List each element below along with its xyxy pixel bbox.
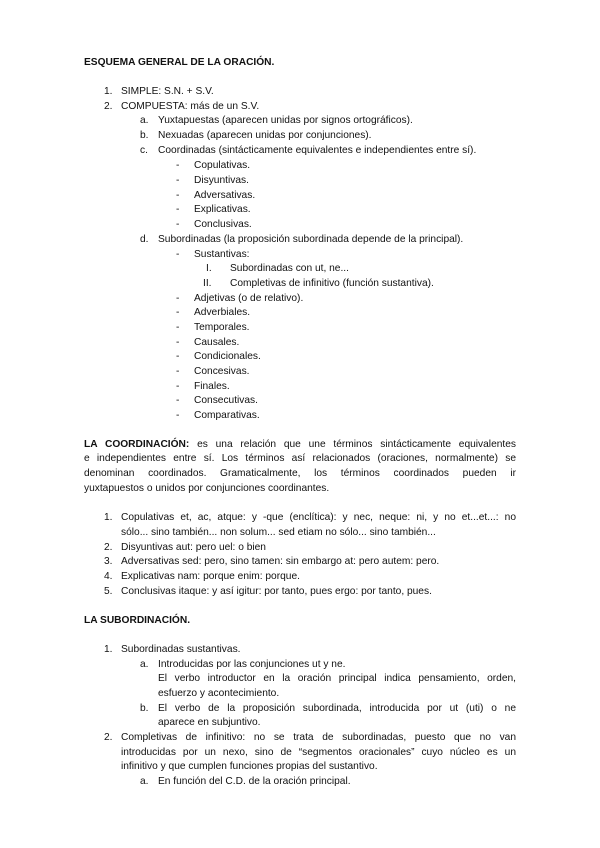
list-item-condicionales: Condicionales.: [194, 351, 261, 362]
list-number: 3.: [104, 556, 113, 567]
list-item-comparativas: Comparativas.: [194, 410, 260, 421]
list-dash: -: [176, 293, 180, 304]
list-item-copulativas: Copulativas.: [194, 160, 251, 171]
list-dash: -: [176, 381, 180, 392]
list-item-introducidas: Introducidas por las conjunciones ut y ne.: [158, 659, 346, 670]
list-number: 2.: [104, 542, 113, 553]
list-dash: -: [176, 160, 180, 171]
list-item-copulativas-latin-cont: sólo... sino también... non solum... sed etiam no sólo... sino también...: [121, 527, 436, 538]
list-letter: c.: [140, 145, 148, 156]
list-item-copulativas-latin: Copulativas et, ac, atque: y -que (enclítica): y nec, neque: ni, y no et...et...: no: [121, 512, 516, 523]
list-item-sust-completivas: Completivas de infinitivo (función sustantiva).: [230, 278, 434, 289]
list-item-adverbiales: Adverbiales.: [194, 307, 251, 318]
list-item-text: esfuerzo y acontecimiento.: [158, 688, 280, 699]
list-dash: -: [176, 322, 180, 333]
list-dash: -: [176, 219, 180, 230]
list-item-temporales: Temporales.: [194, 322, 250, 333]
list-item-adversativas: Adversativas.: [194, 190, 256, 201]
list-number: 1.: [104, 512, 113, 523]
coordinacion-paragraph-line: [84, 438, 516, 452]
list-item-simple: SIMPLE: S.N. + S.V.: [121, 86, 214, 97]
list-dash: -: [176, 351, 180, 362]
list-letter: a.: [140, 776, 149, 787]
list-item-text: introducidas por un nexo, sino de “segmentos oracionales” cuyo núcleo es un: [121, 747, 516, 758]
list-roman: I.: [206, 263, 212, 274]
list-item-adjetivas: Adjetivas (o de relativo).: [194, 293, 304, 304]
list-item-consecutivas: Consecutivas.: [194, 395, 258, 406]
list-item-verbo-subordinada: El verbo de la proposición subordinada, introducida por ut (uti) o ne: [158, 703, 516, 714]
list-number: 1.: [104, 86, 113, 97]
list-item-disyuntivas-latin: Disyuntivas aut: pero uel: o bien: [121, 542, 266, 553]
list-letter: a.: [140, 659, 149, 670]
list-dash: -: [176, 249, 180, 260]
list-item-sustantivas: Sustantivas:: [194, 249, 250, 260]
list-item-adversativas-latin: Adversativas sed: pero, sino tamen: sin embargo at: pero autem: pero.: [121, 556, 440, 567]
list-item-causales: Causales.: [194, 337, 240, 348]
coordinacion-text: es una relación que une términos sintácticamente equivalentes: [197, 439, 516, 450]
section-title-subordinacion: LA SUBORDINACIÓN.: [84, 615, 191, 626]
coordinacion-paragraph-line: e independientes entre sí. Los términos así relacionados (oraciones, normalmente) se: [84, 453, 516, 464]
list-number: 4.: [104, 571, 113, 582]
list-item-completivas: Completivas de infinitivo: no se trata de subordinadas, puesto que no van: [121, 732, 516, 743]
list-letter: a.: [140, 115, 149, 126]
list-item-conclusivas: Conclusivas.: [194, 219, 252, 230]
list-dash: -: [176, 366, 180, 377]
coordinacion-title: LA COORDINACIÓN:: [84, 439, 190, 450]
list-number: 2.: [104, 101, 113, 112]
list-item-concesivas: Concesivas.: [194, 366, 250, 377]
list-letter: b.: [140, 130, 149, 141]
list-dash: -: [176, 307, 180, 318]
coordinacion-paragraph-line: yuxtapuestos o unidos por conjunciones coordinantes.: [84, 483, 330, 494]
list-item-explicativas-latin: Explicativas nam: porque enim: porque.: [121, 571, 300, 582]
list-item-nexuadas: Nexuadas (aparecen unidas por conjunciones).: [158, 130, 372, 141]
list-item-text: aparece en subjuntivo.: [158, 717, 261, 728]
list-letter: b.: [140, 703, 149, 714]
list-item-compuesta: COMPUESTA: más de un S.V.: [121, 101, 260, 112]
list-item-subordinadas: Subordinadas (la proposición subordinada depende de la principal).: [158, 234, 464, 245]
list-dash: -: [176, 175, 180, 186]
list-dash: -: [176, 190, 180, 201]
list-item-conclusivas-latin: Conclusivas itaque: y así igitur: por tanto, pues ergo: por tanto, pues.: [121, 586, 432, 597]
list-letter: d.: [140, 234, 149, 245]
list-dash: -: [176, 337, 180, 348]
list-item-funcion-cd: En función del C.D. de la oración principal.: [158, 776, 351, 787]
coordinacion-paragraph-line: denominan coordinados. Gramaticalmente, los términos coordinados pueden ir: [84, 468, 516, 479]
list-item-sust-ut-ne: Subordinadas con ut, ne...: [230, 263, 349, 274]
list-item-explicativas: Explicativas.: [194, 204, 251, 215]
list-item-coordinadas: Coordinadas (sintácticamente equivalentes e independientes entre sí).: [158, 145, 477, 156]
list-number: 5.: [104, 586, 113, 597]
list-item-subord-sustantivas: Subordinadas sustantivas.: [121, 644, 241, 655]
list-dash: -: [176, 204, 180, 215]
list-number: 2.: [104, 732, 113, 743]
list-item-finales: Finales.: [194, 381, 230, 392]
list-dash: -: [176, 410, 180, 421]
list-dash: -: [176, 395, 180, 406]
list-roman: II.: [203, 278, 212, 289]
list-item-disyuntivas: Disyuntivas.: [194, 175, 249, 186]
list-item-text: infinitivo y que cumplen funciones propias del sustantivo.: [121, 761, 378, 772]
list-number: 1.: [104, 644, 113, 655]
section-title-esquema: ESQUEMA GENERAL DE LA ORACIÓN.: [84, 57, 275, 68]
list-item-yuxtapuestas: Yuxtapuestas (aparecen unidas por signos ortográficos).: [158, 115, 413, 126]
list-item-text: El verbo introductor en la oración principal indica pensamiento, orden,: [158, 673, 516, 684]
